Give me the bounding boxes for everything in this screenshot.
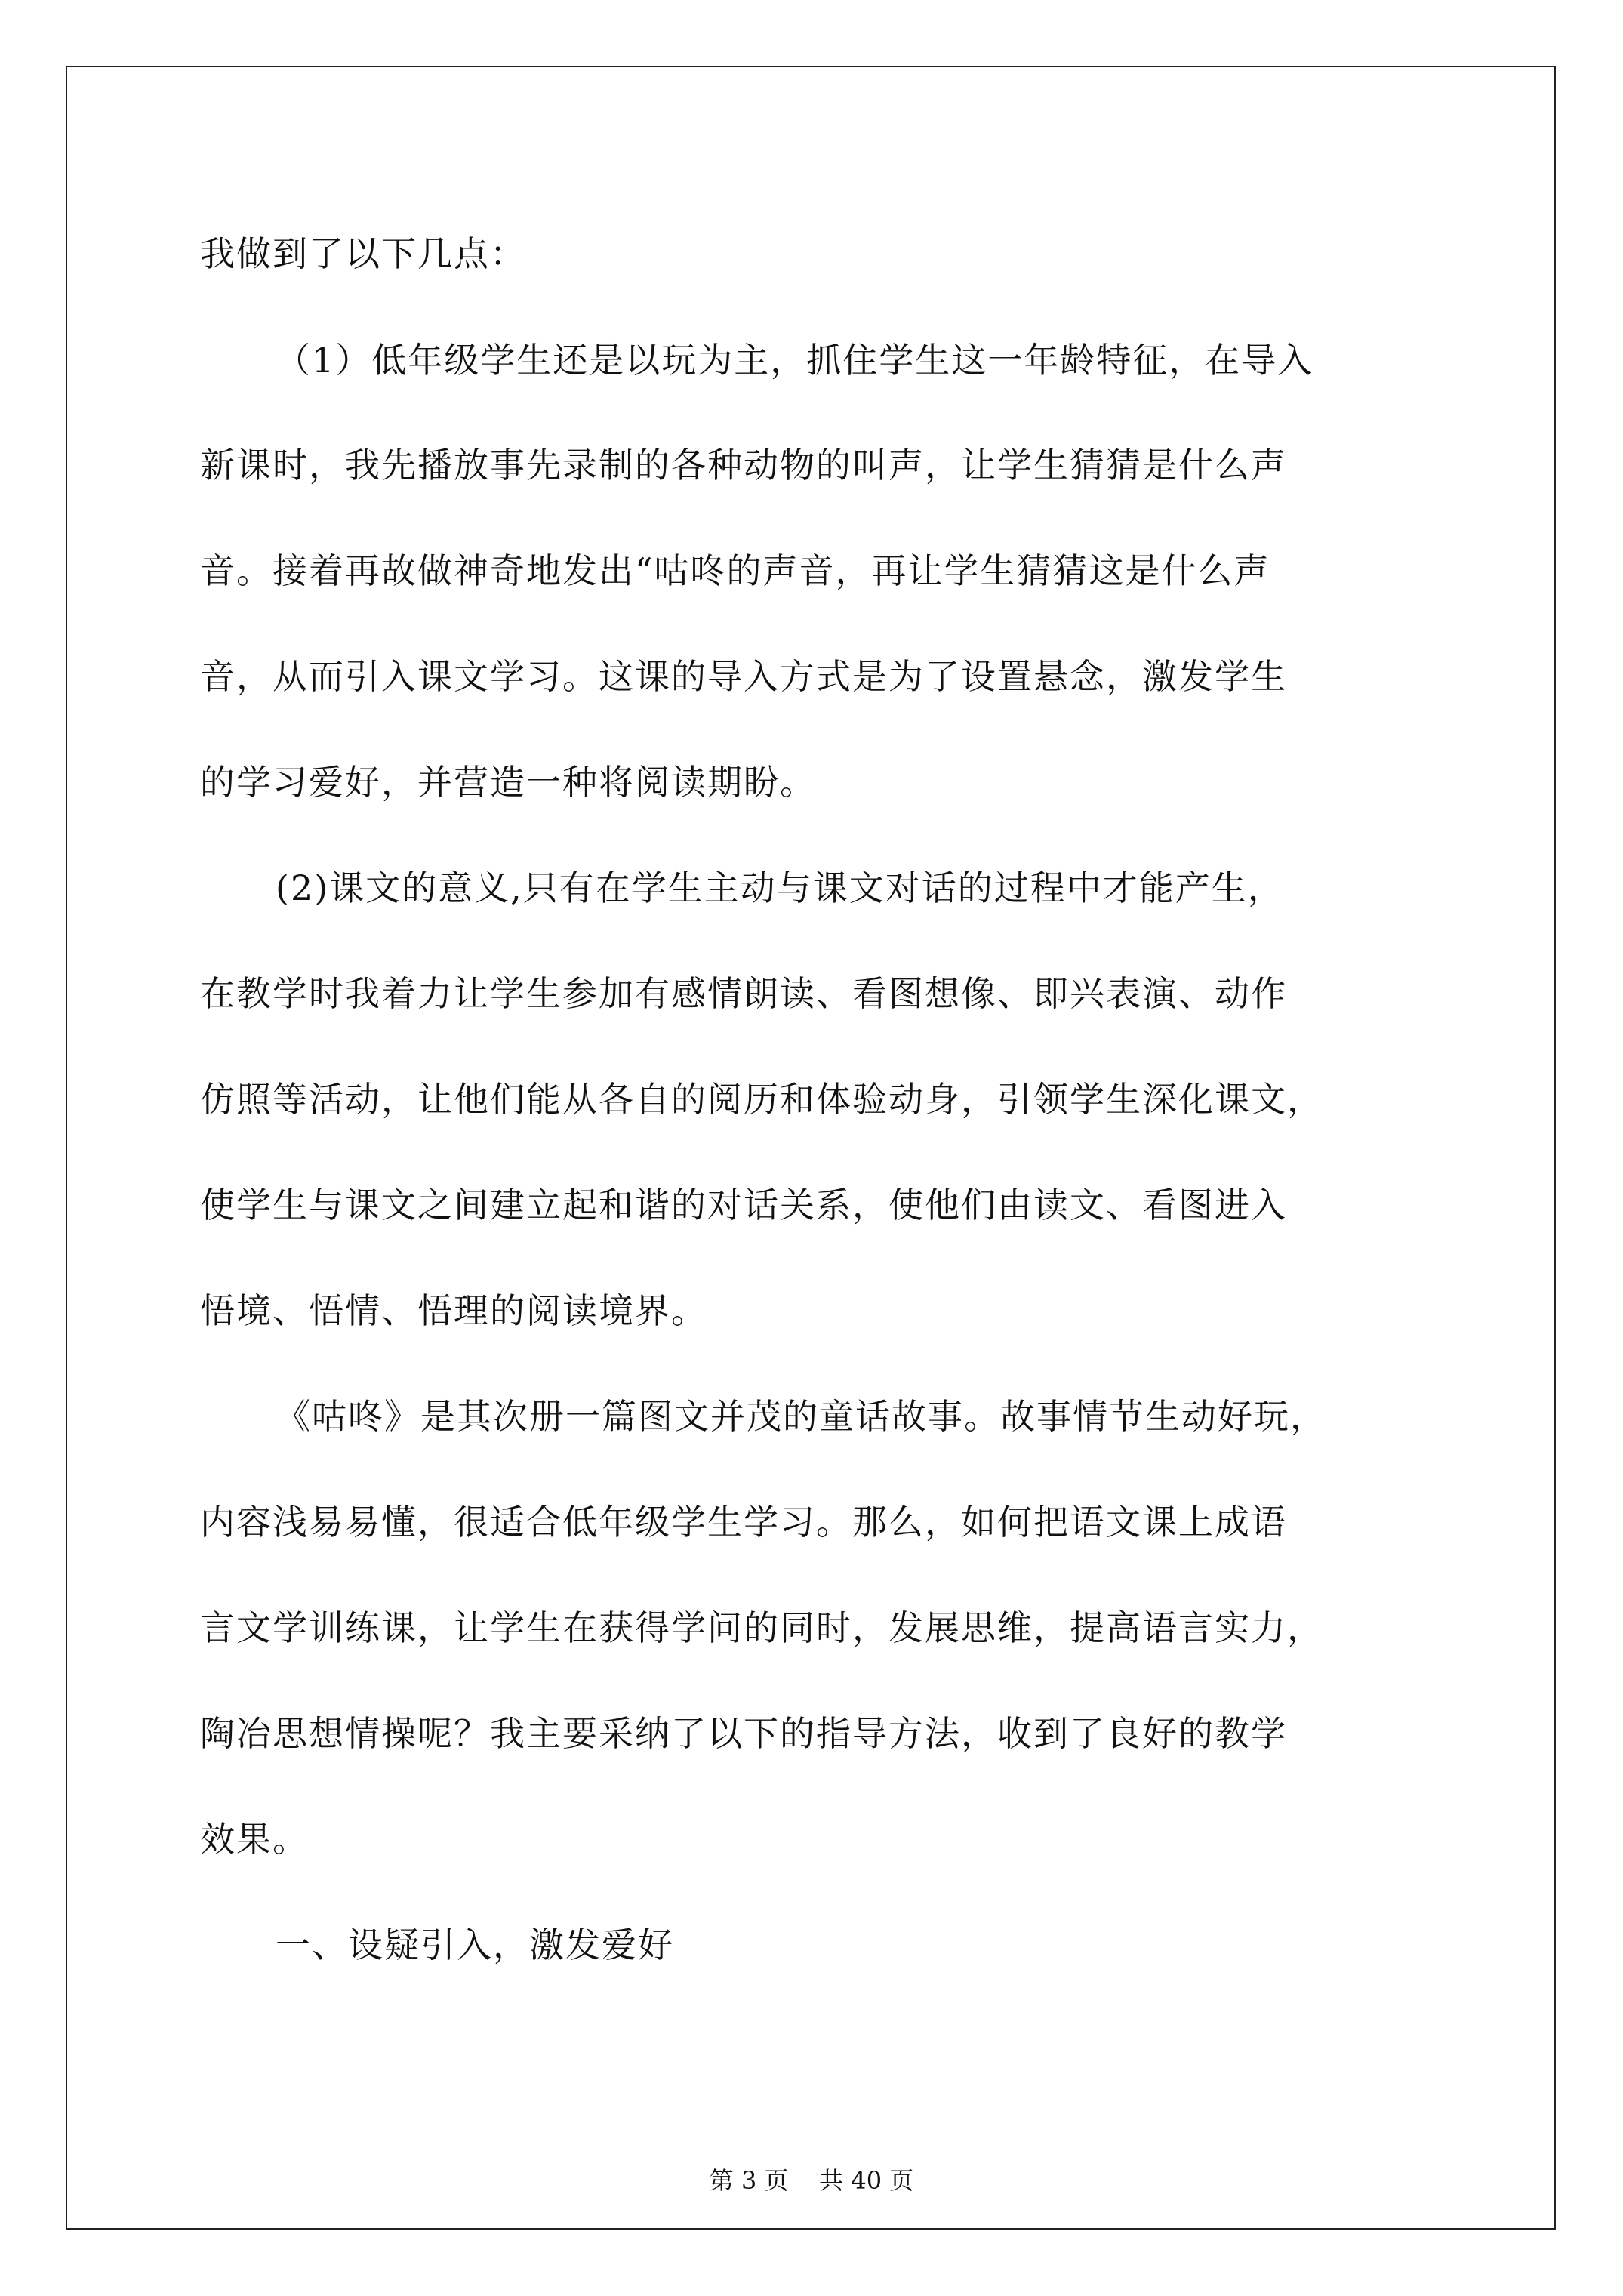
text-line: (2)课文的意义,只有在学生主动与课文对话的过程中才能产生， [276,868,1284,908]
text-line: 我做到了以下几点： [200,233,526,274]
text-line: （1）低年级学生还是以玩为主，抓住学生这一年龄特征，在导入 [276,340,1314,381]
text-line: 悟境、悟情、悟理的阅读境界。 [200,1290,707,1331]
text-line: 内容浅易易懂，很适合低年级学生学习。那么，如何把语文课上成语 [200,1502,1287,1542]
page-footer: 第 3 页 共 40 页 [709,2166,914,2195]
text-line: 效果。 [200,1819,309,1860]
text-line: 音，从而引入课文学习。这课的导入方式是为了设置悬念，激发学生 [200,656,1287,697]
text-line: 使学生与课文之间建立起和谐的对话关系，使他们由读文、看图进入 [200,1185,1287,1225]
section-heading: 一、设疑引入，激发爱好 [276,1925,674,1965]
text-line: 新课时，我先播放事先录制的各种动物的叫声，让学生猜猜是什么声 [200,445,1287,485]
text-line: 的学习爱好，并营造一种将阅读期盼。 [200,762,816,803]
page-border [66,66,1556,2230]
text-line: 音。接着再故做神奇地发出“咕咚的声音，再让学生猜猜这是什么声 [200,550,1270,591]
text-line: 在教学时我着力让学生参加有感情朗读、看图想像、即兴表演、动作 [200,973,1287,1014]
text-line: 陶冶思想情操呢？我主要采纳了以下的指导方法，收到了良好的教学 [200,1713,1287,1754]
text-line: 《咕咚》是其次册一篇图文并茂的童话故事。故事情节生动好玩， [276,1396,1326,1437]
text-line: 仿照等活动，让他们能从各自的阅历和体验动身，引领学生深化课文， [200,1079,1323,1120]
text-line: 言文学训练课，让学生在获得学问的同时，发展思维，提高语言实力， [200,1607,1323,1648]
